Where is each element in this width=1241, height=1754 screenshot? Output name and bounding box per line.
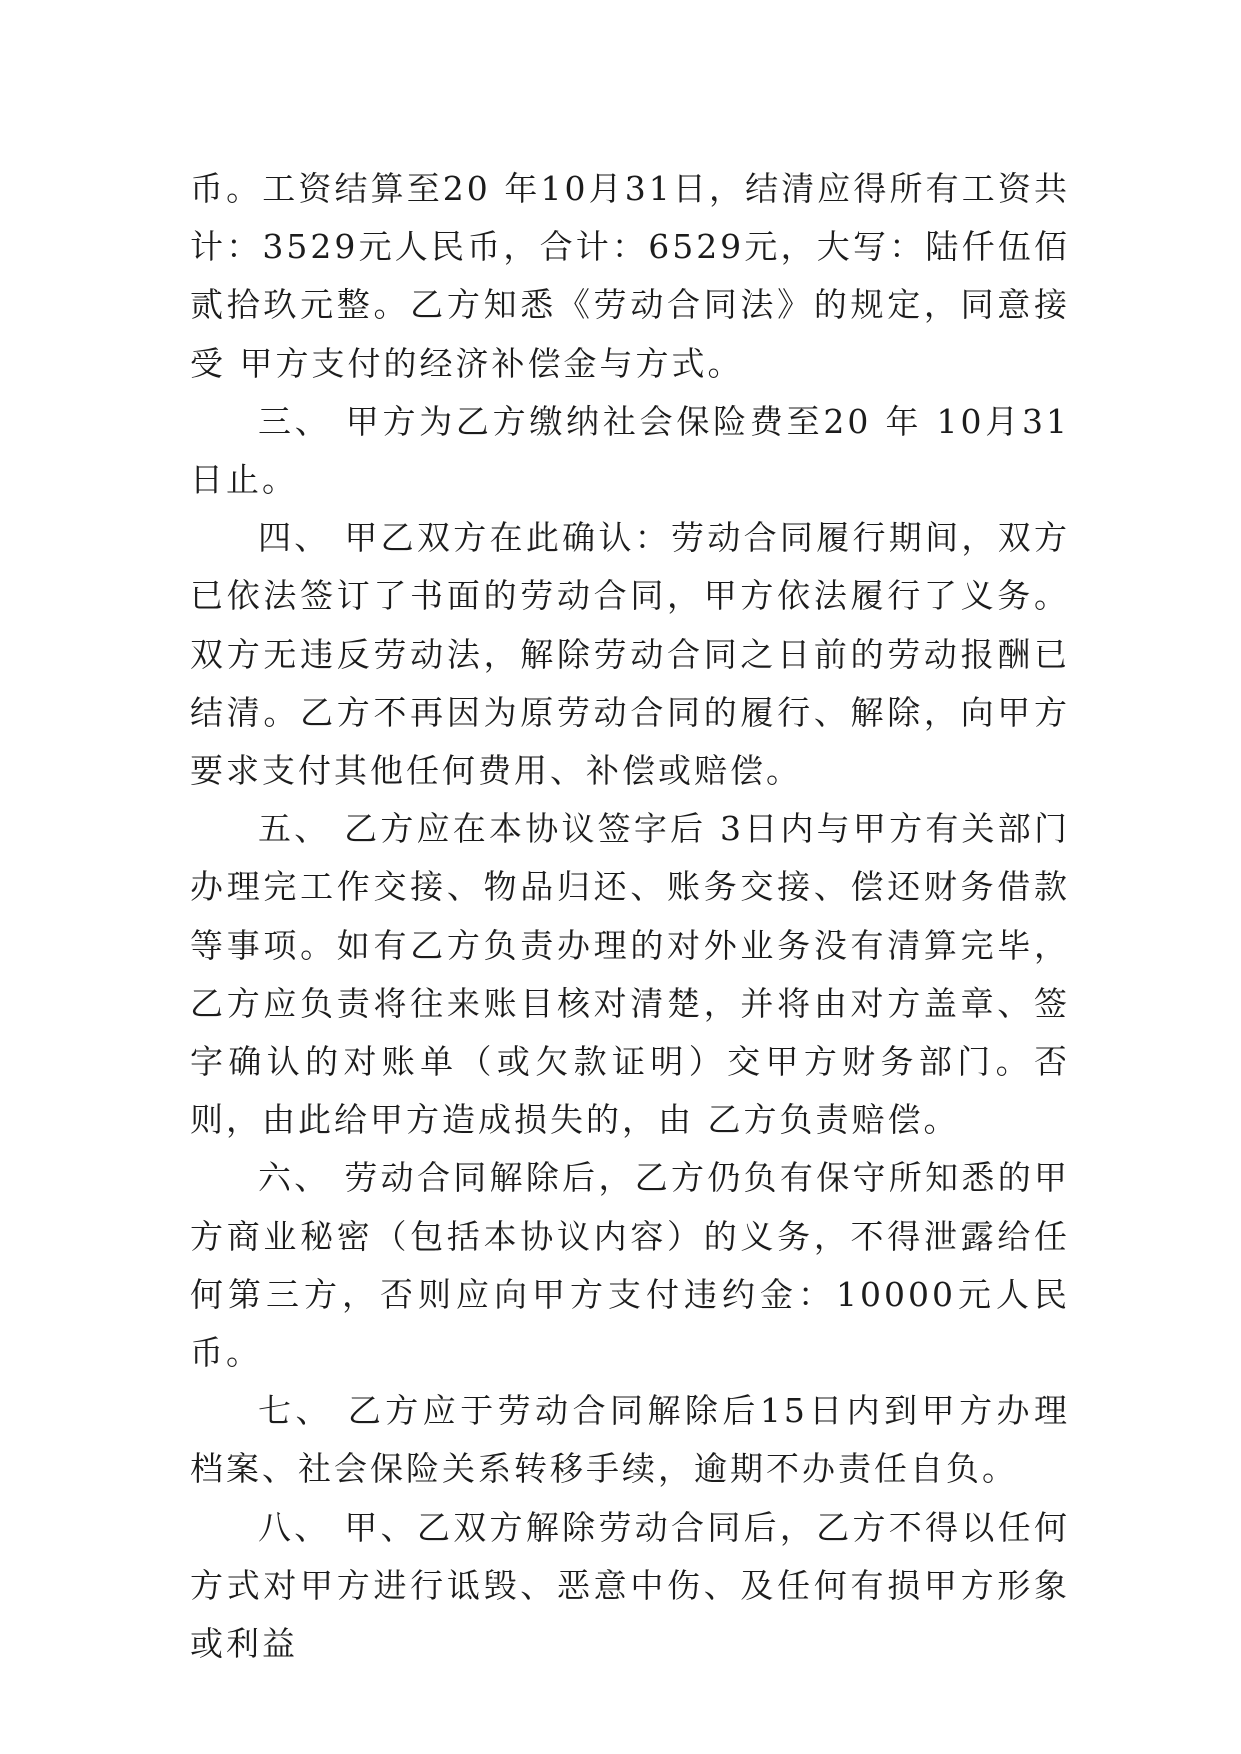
- paragraph-clause-8: 八、 甲、乙双方解除劳动合同后，乙方不得以任何方式对甲方进行诋毁、恶意中伤、及任何有损甲方形象或利益: [190, 1507, 1070, 1664]
- document-body: [190, 160, 1070, 1673]
- paragraph-clause-3: 三、 甲方为乙方缴纳社会保险费至20 年 10月31日止。: [190, 401, 1070, 500]
- paragraph-wage-settlement: 币。工资结算至20 年10月31日，结清应得所有工资共计：3529元人民币，合计：6529元，大写：陆仟伍佰贰拾玖元整。乙方知悉《劳动合同法》的规定，同意接受 甲方支付的经济补偿金与方式。: [190, 169, 1070, 383]
- paragraph-clause-7: 七、 乙方应于劳动合同解除后15日内到甲方办理档案、社会保险关系转移手续，逾期不办责任自负。: [190, 1391, 1070, 1489]
- paragraph-clause-6: 六、 劳动合同解除后，乙方仍负有保守所知悉的甲方商业秘密（包括本协议内容）的义务，不得泄露给任何第三方，否则应向甲方支付违约金：10000元人民币。: [190, 1158, 1070, 1373]
- paragraph-clause-5: 五、 乙方应在本协议签字后 3日内与甲方有关部门办理完工作交接、物品归还、账务交接、偿还财务借款等事项。如有乙方负责办理的对外业务没有清算完毕，乙方应负责将往来账目核对清楚，并将由对方盖章、签字确认的对账单（或欠款证明）交甲方财务部门。否则，由此给甲方造成损失的，由 乙方负责赔偿。: [190, 809, 1070, 1140]
- paragraph-clause-4: 四、 甲乙双方在此确认：劳动合同履行期间，双方已依法签订了书面的劳动合同，甲方依法履行了义务。双方无违反劳动法，解除劳动合同之日前的劳动报酬已结清。乙方不再因为原劳动合同的履行、解除，向甲方要求支付其他任何费用、补偿或赔偿。: [190, 518, 1070, 791]
